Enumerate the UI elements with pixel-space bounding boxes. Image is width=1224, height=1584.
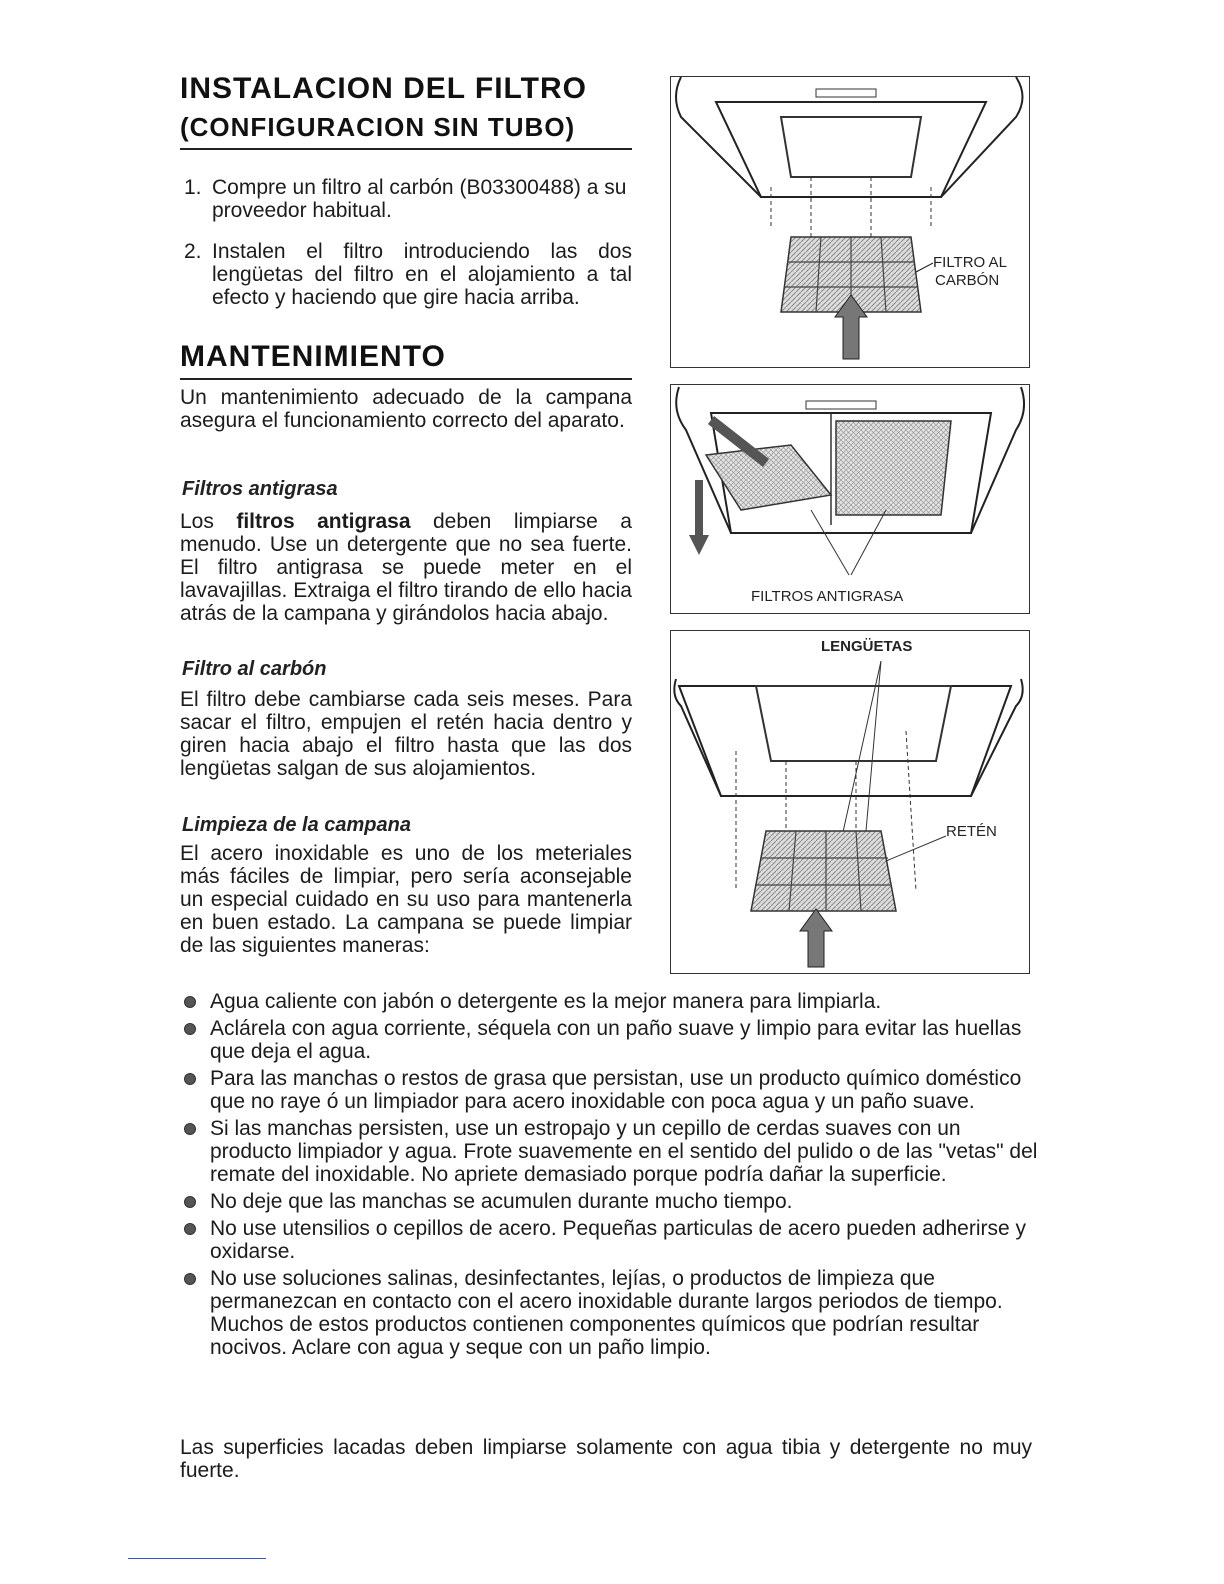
carbon-filter-heading: Filtro al carbón — [182, 658, 327, 680]
list-item — [180, 1067, 1040, 1113]
list-item — [180, 1267, 1040, 1359]
bullet-icon — [184, 1073, 196, 1085]
hood-cleaning-heading: Limpieza de la campana — [182, 814, 411, 836]
carbon-filter-text: El filtro debe cambiarse cada seis meses. Para sacar el filtro, empujen el retén hacia dentro y giren hacia abajo el filtro hasta que las dos lengüetas salgan de sus alojamientos. — [180, 688, 632, 780]
install-title: INSTALACION DEL FILTRO — [180, 72, 587, 105]
carbon-filter-label-1: FILTRO AL — [933, 254, 1007, 271]
list-item-text: No deje que las manchas se acumulen durante mucho tiempo. — [210, 1190, 793, 1213]
list-item — [180, 1017, 1040, 1063]
maintenance-divider — [180, 378, 632, 380]
hood-cleaning-text: El acero inoxidable es uno de los meteriales más fáciles de limpiar, pero sería aconsejable un especial cuidado en su uso para mantenerla en buen estado. La campana se puede limpiar de las siguientes maneras: — [180, 842, 632, 957]
grease-filters-label: FILTROS ANTIGRASA — [751, 588, 904, 605]
grease-filters-text-end: deben limpiarse a menudo. Use un detergente que no sea fuerte. El filtro antigrasa se puede meter en el lavavajillas. Extraiga el filtro tirando de ello hacia atrás de la campana y girándolos hacia abajo. — [180, 510, 632, 625]
step-2-number: 2. — [184, 240, 202, 263]
list-item — [180, 990, 1040, 1013]
maintenance-intro: Un mantenimiento adecuado de la campana asegura el funcionamiento correcto del aparato. — [180, 386, 632, 432]
grease-filters-heading: Filtros antigrasa — [182, 478, 338, 500]
grease-filters-text-start: Los — [180, 510, 237, 533]
grease-filters-bold: filtros antigrasa — [236, 510, 411, 533]
list-item — [180, 1117, 1040, 1186]
bullet-icon — [184, 1273, 196, 1285]
bullet-icon — [184, 1023, 196, 1035]
retainer-label: RETÉN — [946, 823, 997, 840]
list-item-text: No use soluciones salinas, desinfectantes, lejías, o productos de limpieza que permanezcan en contacto con el acero inoxidable durante largos periodos de tiempo. Muchos de estos productos contienen componentes químicos que podrían resultar nocivos. Aclare con agua y seque con un paño limpio. — [210, 1267, 1003, 1359]
maintenance-title: MANTENIMIENTO — [180, 340, 446, 373]
bullet-icon — [184, 1123, 196, 1135]
step-1-text: Compre un filtro al carbón (B03300488) a su proveedor habitual. — [212, 176, 627, 222]
filter-removal-figure — [670, 630, 1030, 974]
list-item-text: Si las manchas persisten, use un estropajo y un cepillo de cerdas suaves con un producto limpiador y agua. Frote suavemente en el sentido del pulido o de las "vetas" del remate del inoxidable. No apriete demasiado porque podría dañar la superficie. — [210, 1117, 1038, 1186]
list-item — [180, 1190, 1040, 1213]
step-2-text: Instalen el filtro introduciendo las dos lengüetas del filtro en el alojamiento a tal efecto y haciendo que gire hacia arriba. — [212, 240, 632, 309]
carbon-filter-label-2: CARBÓN — [935, 272, 1000, 289]
title-divider — [180, 148, 632, 150]
footer-link-line — [128, 1558, 266, 1559]
tabs-label: LENGÜETAS — [821, 638, 913, 655]
cleaning-tips-list — [180, 990, 1040, 1363]
carbon-filter-figure — [670, 76, 1030, 368]
list-item-text: Agua caliente con jabón o detergente es la mejor manera para limpiarla. — [210, 990, 882, 1013]
bullet-icon — [184, 1196, 196, 1208]
bullet-icon — [184, 996, 196, 1008]
grease-filters-text — [180, 510, 632, 625]
list-item-text: Aclárela con agua corriente, séquela con un paño suave y limpio para evitar las huellas que deja el agua. — [210, 1017, 1022, 1063]
list-item-text: No use utensilios o cepillos de acero. Pequeñas particulas de acero pueden adherirse y oxidarse. — [210, 1217, 1027, 1263]
install-subtitle: (CONFIGURACION SIN TUBO) — [180, 112, 576, 142]
closing-text: Las superficies lacadas deben limpiarse solamente con agua tibia y detergente no muy fuerte. — [180, 1436, 1032, 1482]
bullet-icon — [184, 1223, 196, 1235]
step-1-number: 1. — [184, 176, 202, 199]
list-item-text: Para las manchas o restos de grasa que persistan, use un producto químico doméstico que no raye ó un limpiador para acero inoxidable con poca agua y un paño suave. — [210, 1067, 1022, 1113]
grease-filters-figure — [670, 384, 1030, 614]
list-item — [180, 1217, 1040, 1263]
